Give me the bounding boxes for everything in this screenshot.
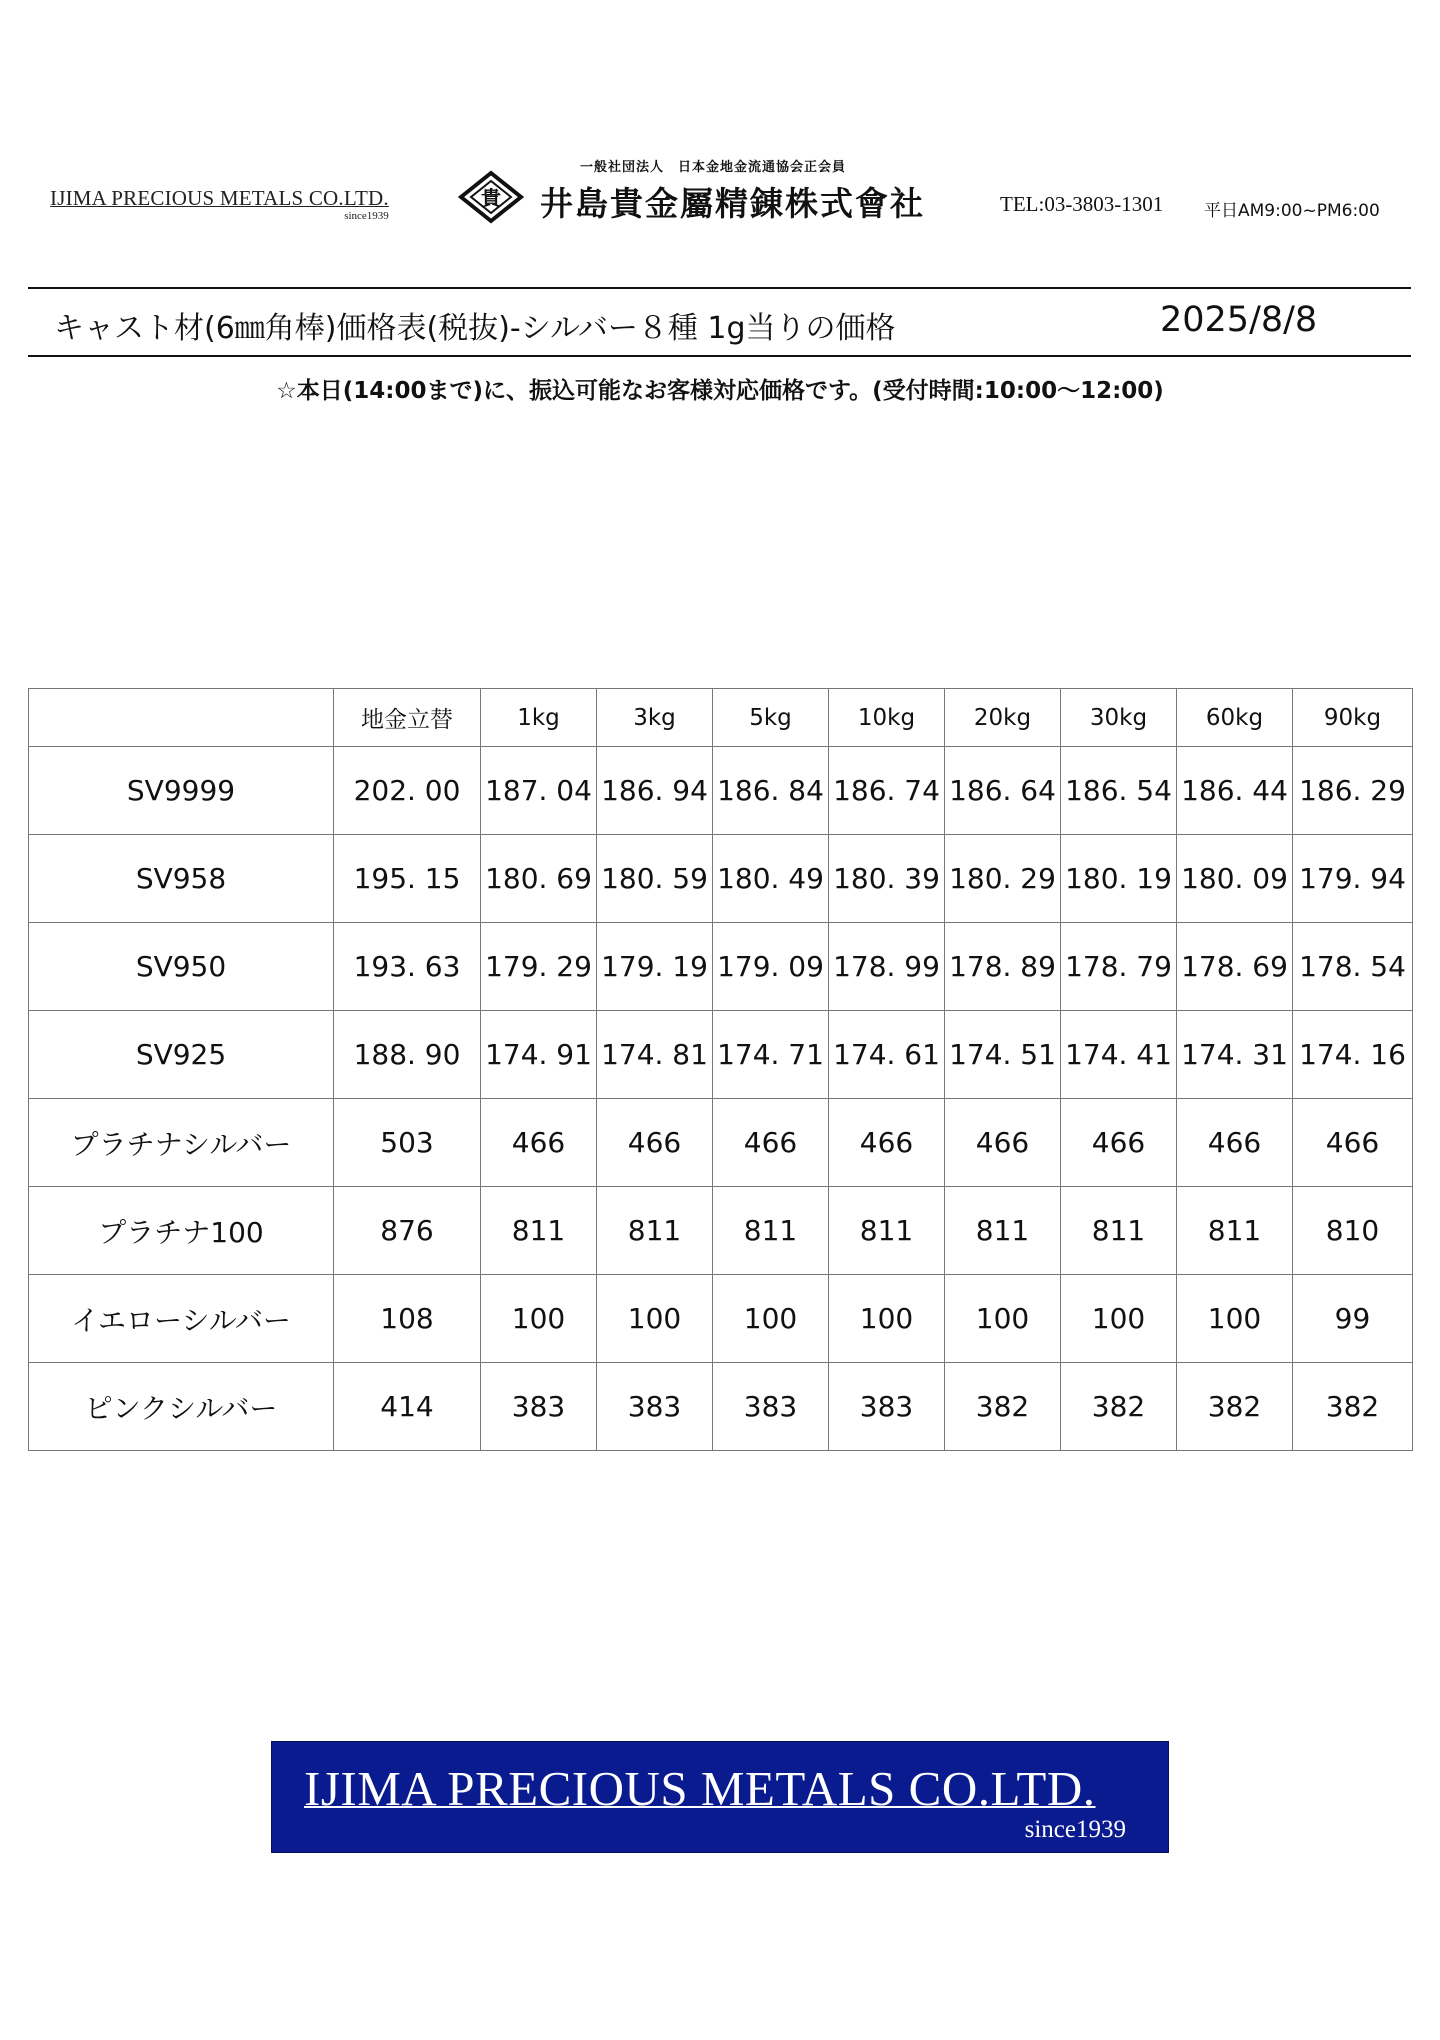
price-cell: 100 — [829, 1275, 945, 1363]
price-cell: 100 — [1177, 1275, 1293, 1363]
header-cell: 1kg — [481, 689, 597, 747]
company-name-en-text: IJIMA PRECIOUS METALS CO.LTD. — [50, 186, 389, 210]
header-cell: 20kg — [945, 689, 1061, 747]
price-cell: 178. 89 — [945, 923, 1061, 1011]
price-cell: 382 — [1061, 1363, 1177, 1451]
price-cell: 811 — [713, 1187, 829, 1275]
table-row — [29, 747, 1413, 835]
price-cell: 811 — [945, 1187, 1061, 1275]
letterhead — [0, 0, 1440, 260]
price-cell: 466 — [1177, 1099, 1293, 1187]
table-row — [29, 923, 1413, 1011]
price-cell: 178. 69 — [1177, 923, 1293, 1011]
price-cell: 180. 39 — [829, 835, 945, 923]
business-hours: 平日AM9:00~PM6:00 — [1204, 201, 1380, 221]
banner-company-name: IJIMA PRECIOUS METALS CO.LTD. — [304, 1761, 1096, 1816]
price-cell: 193. 63 — [334, 923, 481, 1011]
row-label: SV9999 — [29, 747, 334, 835]
price-cell: 466 — [1061, 1099, 1177, 1187]
table-header-row — [29, 689, 1413, 747]
price-cell: 174. 71 — [713, 1011, 829, 1099]
price-cell: 466 — [713, 1099, 829, 1187]
price-cell: 174. 61 — [829, 1011, 945, 1099]
price-cell: 811 — [1177, 1187, 1293, 1275]
telephone: TEL:03-3803-1301 — [1000, 192, 1164, 216]
row-label: イエローシルバー — [29, 1275, 334, 1363]
banner-since: since1939 — [1024, 1816, 1126, 1843]
header-cell: 30kg — [1061, 689, 1177, 747]
price-cell: 179. 19 — [597, 923, 713, 1011]
price-cell: 503 — [334, 1099, 481, 1187]
company-since: since1939 — [344, 210, 389, 222]
price-cell: 186. 44 — [1177, 747, 1293, 835]
price-cell: 811 — [829, 1187, 945, 1275]
price-cell: 178. 79 — [1061, 923, 1177, 1011]
price-cell: 100 — [597, 1275, 713, 1363]
header-cell: 3kg — [597, 689, 713, 747]
price-cell: 195. 15 — [334, 835, 481, 923]
association-membership: 一般社団法人 日本金地金流通協会正会員 — [580, 160, 847, 175]
price-cell: 811 — [1061, 1187, 1177, 1275]
price-cell: 383 — [597, 1363, 713, 1451]
header-cell: 10kg — [829, 689, 945, 747]
price-cell: 188. 90 — [334, 1011, 481, 1099]
price-cell: 466 — [481, 1099, 597, 1187]
price-cell: 383 — [481, 1363, 597, 1451]
price-cell: 179. 94 — [1293, 835, 1413, 923]
price-cell: 414 — [334, 1363, 481, 1451]
price-cell: 100 — [481, 1275, 597, 1363]
price-cell: 180. 49 — [713, 835, 829, 923]
page-title: キャスト材(6㎜角棒)価格表(税抜)-シルバー８種 1g当りの価格 — [54, 311, 896, 346]
price-cell: 99 — [1293, 1275, 1413, 1363]
price-cell: 108 — [334, 1275, 481, 1363]
price-cell: 466 — [945, 1099, 1061, 1187]
price-cell: 100 — [1061, 1275, 1177, 1363]
row-label: SV950 — [29, 923, 334, 1011]
header-cell: 90kg — [1293, 689, 1413, 747]
price-cell: 186. 64 — [945, 747, 1061, 835]
price-cell: 180. 29 — [945, 835, 1061, 923]
company-logo-icon — [458, 170, 524, 224]
price-cell: 810 — [1293, 1187, 1413, 1275]
price-cell: 202. 00 — [334, 747, 481, 835]
price-cell: 180. 19 — [1061, 835, 1177, 923]
row-label: プラチナ100 — [29, 1187, 334, 1275]
price-cell: 174. 16 — [1293, 1011, 1413, 1099]
header-cell: 地金立替 — [334, 689, 481, 747]
price-cell: 180. 09 — [1177, 835, 1293, 923]
price-cell: 186. 94 — [597, 747, 713, 835]
price-cell: 100 — [945, 1275, 1061, 1363]
price-cell: 382 — [1177, 1363, 1293, 1451]
table-row — [29, 1011, 1413, 1099]
price-cell: 382 — [1293, 1363, 1413, 1451]
table-row — [29, 1275, 1413, 1363]
price-cell: 174. 81 — [597, 1011, 713, 1099]
row-label: SV925 — [29, 1011, 334, 1099]
company-name-jp: 井島貴金屬精錬株式會社 — [540, 184, 925, 223]
price-cell: 466 — [829, 1099, 945, 1187]
table-row — [29, 1187, 1413, 1275]
price-cell: 174. 51 — [945, 1011, 1061, 1099]
table-row — [29, 1099, 1413, 1187]
price-date: 2025/8/8 — [1160, 300, 1318, 340]
price-cell: 382 — [945, 1363, 1061, 1451]
row-label: ピンクシルバー — [29, 1363, 334, 1451]
svg-text:貴: 貴 — [481, 186, 501, 210]
price-cell: 186. 54 — [1061, 747, 1177, 835]
price-cell: 174. 91 — [481, 1011, 597, 1099]
price-cell: 174. 41 — [1061, 1011, 1177, 1099]
title-bar — [28, 287, 1411, 357]
price-cell: 100 — [713, 1275, 829, 1363]
price-cell: 186. 29 — [1293, 747, 1413, 835]
price-cell: 876 — [334, 1187, 481, 1275]
table-row — [29, 1363, 1413, 1451]
price-cell: 179. 09 — [713, 923, 829, 1011]
price-cell: 174. 31 — [1177, 1011, 1293, 1099]
price-cell: 186. 74 — [829, 747, 945, 835]
price-cell: 811 — [597, 1187, 713, 1275]
price-cell: 811 — [481, 1187, 597, 1275]
company-banner — [272, 1742, 1168, 1852]
table-row — [29, 835, 1413, 923]
price-cell: 178. 54 — [1293, 923, 1413, 1011]
price-cell: 383 — [713, 1363, 829, 1451]
price-cell: 180. 59 — [597, 835, 713, 923]
header-cell — [29, 689, 334, 747]
header-cell: 60kg — [1177, 689, 1293, 747]
price-cell: 466 — [597, 1099, 713, 1187]
price-notice: ☆本日(14:00まで)に、振込可能なお客様対応価格です。(受付時間:10:00～12:00) — [276, 378, 1164, 404]
price-cell: 187. 04 — [481, 747, 597, 835]
row-label: SV958 — [29, 835, 334, 923]
price-cell: 180. 69 — [481, 835, 597, 923]
price-table — [28, 688, 1413, 1451]
price-cell: 383 — [829, 1363, 945, 1451]
price-cell: 178. 99 — [829, 923, 945, 1011]
price-cell: 179. 29 — [481, 923, 597, 1011]
header-cell: 5kg — [713, 689, 829, 747]
row-label: プラチナシルバー — [29, 1099, 334, 1187]
price-cell: 186. 84 — [713, 747, 829, 835]
price-cell: 466 — [1293, 1099, 1413, 1187]
company-name-en — [50, 186, 389, 222]
